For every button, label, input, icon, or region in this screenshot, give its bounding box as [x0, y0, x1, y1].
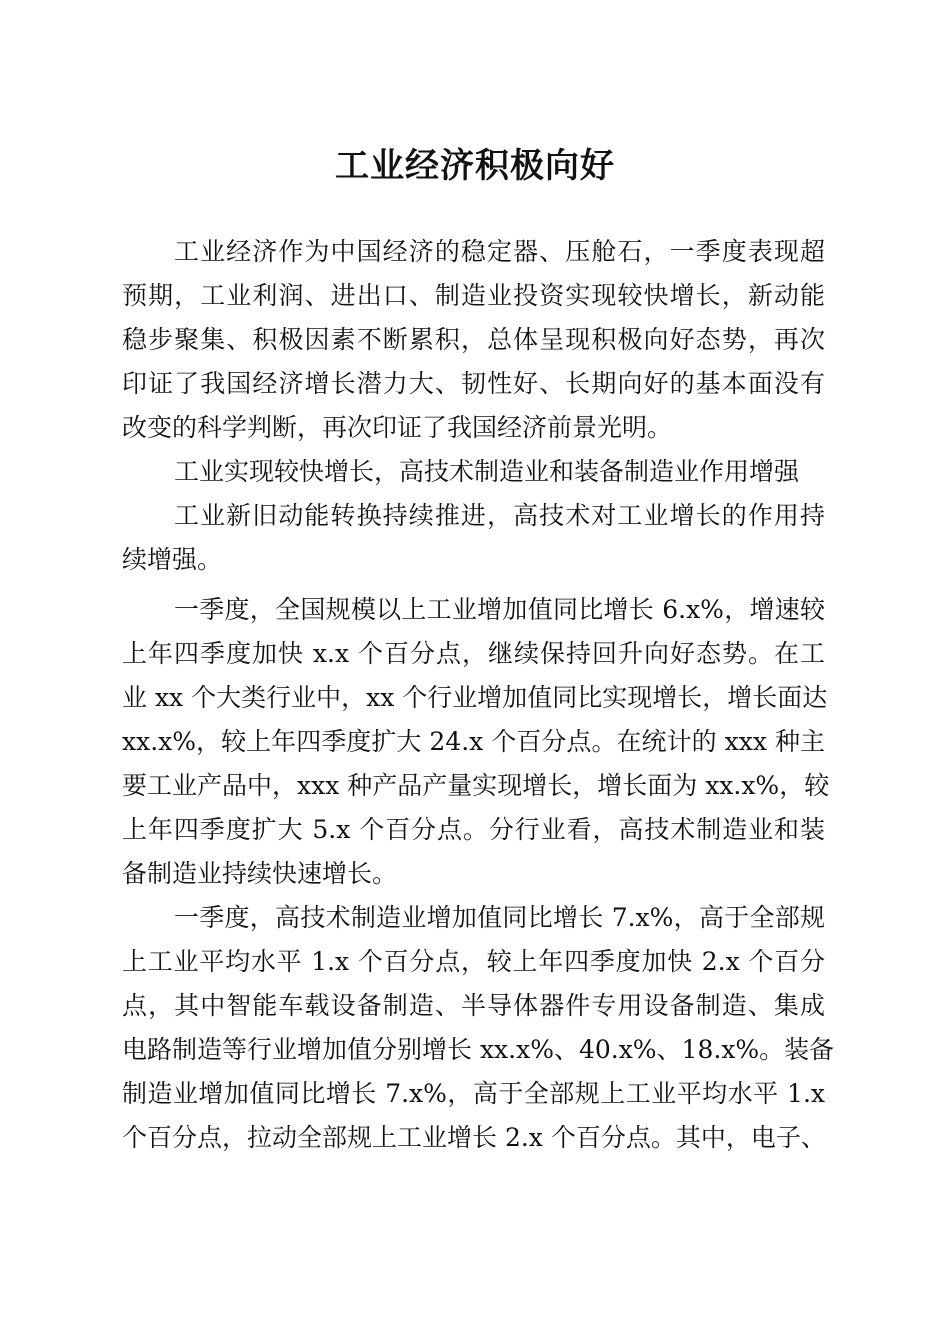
text-line: 个百分点，拉动全部规上工业增长 2.x 个百分点。其中，电子、 — [122, 1123, 826, 1152]
text-line: xx.x%，较上年四季度扩大 24.x 个百分点。在统计的 xxx 种主 — [122, 727, 825, 756]
document-body — [122, 230, 835, 1160]
paragraph — [122, 588, 830, 896]
text-line: 工业新旧动能转换持续推进，高技术对工业增长的作用持 — [174, 501, 825, 530]
paragraph — [122, 230, 825, 450]
text-line: 工业实现较快增长，高技术制造业和装备制造业作用增强 — [174, 457, 800, 486]
text-line: 电路制造等行业增加值分别增长 xx.x%、40.x%、18.x%。装备 — [122, 1035, 835, 1064]
text-line: 预期，工业利润、进出口、制造业投资实现较快增长，新动能 — [122, 281, 825, 310]
text-line: 上年四季度加快 x.x 个百分点，继续保持回升向好态势。在工 — [122, 639, 825, 668]
text-line: 点，其中智能车载设备制造、半导体器件专用设备制造、集成 — [122, 991, 825, 1020]
text-line: 一季度，高技术制造业增加值同比增长 7.x%，高于全部规 — [174, 903, 825, 932]
text-line: 制造业增加值同比增长 7.x%，高于全部规上工业平均水平 1.x — [122, 1079, 825, 1108]
text-line: 稳步聚集、积极因素不断累积，总体呈现积极向好态势，再次 — [122, 325, 825, 354]
text-line: 要工业产品中，xxx 种产品产量实现增长，增长面为 xx.x%，较 — [122, 771, 830, 800]
text-line: 改变的科学判断，再次印证了我国经济前景光明。 — [122, 413, 673, 442]
section-heading — [122, 450, 825, 494]
text-line: 备制造业持续快速增长。 — [122, 859, 398, 888]
text-line: 印证了我国经济增长潜力大、韧性好、长期向好的基本面没有 — [122, 369, 825, 398]
text-line: 上年四季度扩大 5.x 个百分点。分行业看，高技术制造业和装 — [122, 815, 825, 844]
paragraph — [122, 896, 835, 1160]
text-line: 业 xx 个大类行业中，xx 个行业增加值同比实现增长，增长面达 — [122, 683, 828, 712]
text-line: 上工业平均水平 1.x 个百分点，较上年四季度加快 2.x 个百分 — [122, 947, 825, 976]
text-line: 工业经济作为中国经济的稳定器、压舱石，一季度表现超 — [174, 237, 825, 266]
document-title: 工业经济积极向好 — [335, 146, 615, 186]
paragraph — [122, 494, 825, 582]
text-line: 续增强。 — [122, 545, 223, 574]
text-line: 一季度，全国规模以上工业增加值同比增长 6.x%，增速较 — [174, 595, 825, 624]
